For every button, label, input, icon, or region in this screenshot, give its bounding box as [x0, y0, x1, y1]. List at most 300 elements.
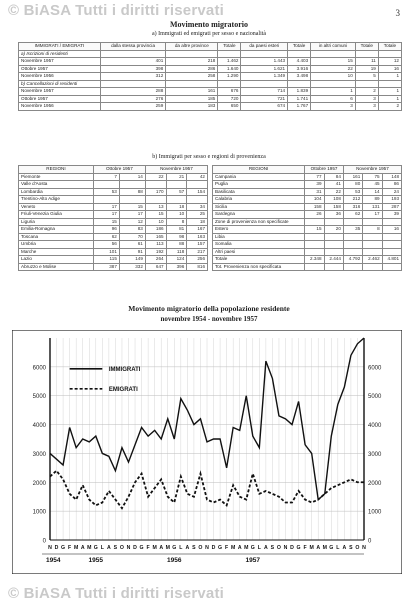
table-cell: 163 — [187, 233, 208, 241]
month-tick: G — [139, 545, 144, 551]
year-label: 1957 — [245, 557, 261, 564]
table-cell — [166, 181, 187, 189]
table-cell — [288, 80, 311, 88]
region-name: Umbria — [19, 241, 94, 249]
table-row — [19, 181, 208, 189]
table-header-row — [213, 166, 402, 174]
table-cell: 19 — [355, 65, 378, 73]
table-cell: 193 — [382, 196, 401, 204]
month-tick: G — [218, 545, 223, 551]
table-cell: 61 — [119, 241, 145, 249]
table-cell: 256 — [187, 256, 208, 264]
watermark-bottom: © BiASA Tutti i diritti riservati — [8, 585, 225, 602]
table-header-cell: Ottobre 1957 — [93, 166, 145, 174]
table-cell: 149 — [119, 256, 145, 264]
table-cell: 165 — [145, 233, 166, 241]
table-cell: 15 — [305, 226, 324, 234]
table-cell — [166, 50, 218, 58]
table-row — [213, 181, 402, 189]
table-cell: 36 — [324, 211, 343, 219]
month-tick: L — [179, 545, 183, 551]
section2-subtitle: b) Immigrati per sesso e regioni di provenienza — [152, 154, 266, 160]
table-cell: 14 — [363, 188, 382, 196]
table-cell: 8 — [363, 226, 382, 234]
month-tick: G — [172, 545, 177, 551]
table-row — [19, 88, 402, 96]
migration-chart — [12, 330, 402, 574]
table-cell: 17 — [363, 211, 382, 219]
month-tick: O — [119, 545, 124, 551]
table-cell: 647 — [145, 263, 166, 271]
table-header-cell: Novembre 1957 — [343, 166, 401, 174]
legend-label: EMIGRATI — [108, 386, 138, 393]
table-cell: 25 — [187, 211, 208, 219]
table-cell: 2 — [378, 103, 401, 111]
table-row — [19, 211, 208, 219]
month-tick: A — [185, 545, 190, 551]
table-cell — [382, 218, 401, 226]
month-tick: M — [87, 545, 92, 551]
table-cell: 2.462 — [363, 256, 382, 264]
table-cell: 108 — [324, 196, 343, 204]
table-cell: 39 — [382, 211, 401, 219]
month-tick: M — [74, 545, 79, 551]
table-cell: 14 — [119, 173, 145, 181]
table-cell: 816 — [187, 263, 208, 271]
y-tick-right: 2000 — [368, 480, 382, 487]
table-row — [19, 196, 208, 204]
table-cell: 4.403 — [288, 58, 311, 66]
table-cell — [378, 80, 401, 88]
table-cell: 10 — [166, 211, 187, 219]
table-cell: 167 — [187, 226, 208, 234]
table-cell: 1 — [378, 88, 401, 96]
y-tick-left: 4000 — [32, 423, 46, 430]
table-cell: 42 — [187, 173, 208, 181]
month-tick: M — [231, 545, 236, 551]
month-tick: G — [296, 545, 301, 551]
table-cell — [305, 218, 324, 226]
y-tick-left: 3000 — [32, 451, 46, 458]
table-row — [19, 73, 402, 81]
table-cell: 3 — [355, 95, 378, 103]
table-cell: 98 — [166, 233, 187, 241]
table-row — [213, 256, 402, 264]
table-row — [19, 226, 208, 234]
table-cell — [93, 181, 119, 189]
table-cell: 21 — [166, 173, 187, 181]
row-label: a) Iscrizioni di residenti — [19, 50, 101, 58]
table-cell: 1 — [378, 73, 401, 81]
table-cell: 185 — [166, 95, 218, 103]
table-cell: 714 — [241, 88, 288, 96]
month-tick: G — [93, 545, 98, 551]
table-cell: 75 — [363, 173, 382, 181]
month-tick: L — [336, 545, 340, 551]
table-row — [19, 65, 402, 73]
table-header-row — [19, 43, 402, 51]
watermark-top: © BiASA Tutti i diritti riservati — [8, 2, 225, 19]
row-label: Novembre 1956 — [19, 73, 101, 81]
table-cell — [343, 248, 362, 256]
month-tick: A — [159, 545, 164, 551]
region-name: Marche — [19, 248, 94, 256]
table-cell — [355, 50, 378, 58]
table-cell — [382, 263, 401, 271]
region-name: Friuli-Venezia Giulia — [19, 211, 94, 219]
table-cell: 6 — [311, 95, 356, 103]
table-cell: 17 — [93, 211, 119, 219]
table-cell: 10 — [145, 218, 166, 226]
month-tick: S — [192, 545, 196, 551]
row-label: Novembre 1956 — [19, 103, 101, 111]
table-cell: 22 — [311, 65, 356, 73]
y-tick-right: 5000 — [368, 394, 382, 401]
month-tick: G — [329, 545, 334, 551]
table-cell — [324, 218, 343, 226]
row-label: Novembre 1957 — [19, 58, 101, 66]
table-cell: 15 — [93, 218, 119, 226]
table-header-cell: REGIONI — [19, 166, 94, 174]
table-cell — [305, 233, 324, 241]
table-cell: 12 — [378, 58, 401, 66]
table-row — [19, 173, 208, 181]
y-tick-right: 3000 — [368, 451, 382, 458]
table-header-cell: dalla stessa provincia — [100, 43, 165, 51]
region-name: Totale — [213, 256, 305, 264]
table-cell: 15 — [145, 211, 166, 219]
region-name: Veneto — [19, 203, 94, 211]
month-tick: S — [349, 545, 353, 551]
chart-subtitle: novembre 1954 - novembre 1957 — [160, 315, 258, 323]
month-tick: M — [152, 545, 157, 551]
table-cell: 96 — [93, 226, 119, 234]
region-name: Liguria — [19, 218, 94, 226]
table-cell — [343, 218, 362, 226]
month-tick: A — [316, 545, 321, 551]
regions-table-right — [212, 165, 402, 271]
table-cell: 34 — [187, 203, 208, 211]
table-cell: 1.839 — [288, 88, 311, 96]
table-cell: 81 — [166, 226, 187, 234]
table-cell: 18 — [187, 218, 208, 226]
year-label: 1955 — [88, 557, 104, 564]
table-cell: 16 — [382, 226, 401, 234]
table-cell: 10 — [311, 73, 356, 81]
table-cell: 259 — [100, 103, 165, 111]
month-tick: N — [48, 545, 52, 551]
table-cell: 721 — [241, 95, 288, 103]
table-row — [213, 248, 402, 256]
table-cell: 1 — [378, 95, 401, 103]
table-row — [19, 233, 208, 241]
table-cell — [382, 233, 401, 241]
table-cell: 1.349 — [241, 73, 288, 81]
table-row — [19, 95, 402, 103]
table-cell — [311, 50, 356, 58]
y-tick-left: 5000 — [32, 394, 46, 401]
table-row — [213, 203, 402, 211]
table-cell: 77 — [305, 173, 324, 181]
table-cell: 15 — [119, 203, 145, 211]
month-tick: A — [80, 545, 85, 551]
region-name: Sardegna — [213, 211, 305, 219]
table-cell: 183 — [166, 103, 218, 111]
table-cell: 53 — [343, 188, 362, 196]
table-row — [19, 256, 208, 264]
table-row — [213, 211, 402, 219]
region-name: Lombardia — [19, 188, 94, 196]
table-cell — [363, 233, 382, 241]
table-cell — [145, 181, 166, 189]
table-cell: 287 — [382, 203, 401, 211]
table-cell: 217 — [187, 248, 208, 256]
table-cell: 22 — [145, 173, 166, 181]
region-name: Somalia — [213, 241, 305, 249]
table-cell: 15 — [311, 58, 356, 66]
table-header-cell: in altri comuni — [311, 43, 356, 51]
table-cell: 26 — [305, 211, 324, 219]
table-cell: 101 — [93, 248, 119, 256]
table-cell: 158 — [305, 203, 324, 211]
region-name: Puglia — [213, 181, 305, 189]
table-header-cell: Totale — [218, 43, 241, 51]
table-cell — [363, 248, 382, 256]
table-row — [19, 218, 208, 226]
month-tick: A — [237, 545, 242, 551]
table-row — [213, 226, 402, 234]
table-cell: 84 — [324, 173, 343, 181]
table-row — [213, 241, 402, 249]
table-cell — [119, 196, 145, 204]
table-cell: 35 — [343, 226, 362, 234]
table-cell: 387 — [93, 263, 119, 271]
row-label: b) Cancellazioni di residenti — [19, 80, 101, 88]
table-cell: 115 — [93, 256, 119, 264]
table-cell — [382, 248, 401, 256]
region-name: Campania — [213, 173, 305, 181]
table-cell — [100, 50, 165, 58]
table-cell: 13 — [145, 203, 166, 211]
table-row — [19, 241, 208, 249]
table-cell: 218 — [166, 58, 218, 66]
row-label: Ottobre 1957 — [19, 95, 101, 103]
table-cell: 4.792 — [343, 256, 362, 264]
table-cell — [145, 196, 166, 204]
y-tick-right: 1000 — [368, 509, 382, 516]
table-header-cell: Ottobre 1957 — [305, 166, 344, 174]
table-header-cell: Totale — [288, 43, 311, 51]
table-cell: 31 — [305, 188, 324, 196]
table-cell — [187, 181, 208, 189]
table-cell: 2.444 — [324, 256, 343, 264]
table-cell: 286 — [166, 65, 218, 73]
month-tick: M — [244, 545, 249, 551]
region-name: Sicilia — [213, 203, 305, 211]
region-name: Tot. Provenienza non specificata — [213, 263, 305, 271]
table-cell — [363, 241, 382, 249]
table-header-cell: da altre province — [166, 43, 218, 51]
table-cell: 1.621 — [241, 65, 288, 73]
table-header-cell: Totale — [355, 43, 378, 51]
table-cell: 20 — [324, 226, 343, 234]
table-cell — [324, 263, 343, 271]
table-cell: 720 — [218, 95, 241, 103]
table-cell — [363, 263, 382, 271]
table-cell: 1.640 — [218, 65, 241, 73]
table-row — [19, 203, 208, 211]
table-cell: 83 — [119, 226, 145, 234]
table-cell: 131 — [363, 203, 382, 211]
table-cell: 276 — [100, 95, 165, 103]
table-cell — [343, 263, 362, 271]
table-cell — [378, 50, 401, 58]
table-cell: 3 — [355, 103, 378, 111]
table-row — [213, 173, 402, 181]
table-cell: 3.916 — [288, 65, 311, 73]
table-cell: 17 — [93, 203, 119, 211]
y-tick-right: 4000 — [368, 423, 382, 430]
region-name: Zone di provenienza non specificate — [213, 218, 305, 226]
table-cell: 2 — [355, 88, 378, 96]
region-name: Calabria — [213, 196, 305, 204]
table-cell: 7 — [93, 173, 119, 181]
month-tick: F — [303, 545, 307, 551]
table-cell: 5 — [355, 73, 378, 81]
table-cell — [324, 241, 343, 249]
y-tick-left: 1000 — [32, 509, 46, 516]
table-cell: 4.801 — [382, 256, 401, 264]
table-cell: 62 — [343, 211, 362, 219]
table-cell — [305, 241, 324, 249]
region-name: Abruzzo e Molise — [19, 263, 94, 271]
month-tick: F — [146, 545, 150, 551]
month-tick: A — [264, 545, 268, 551]
table-row — [19, 188, 208, 196]
table-cell: 186 — [145, 226, 166, 234]
month-tick: F — [68, 545, 72, 551]
month-tick: N — [126, 545, 131, 551]
year-label: 1956 — [167, 557, 182, 564]
table-cell: 118 — [166, 248, 187, 256]
table-cell: 2.348 — [305, 256, 324, 264]
table-row — [213, 218, 402, 226]
table-cell — [166, 196, 187, 204]
month-tick: N — [205, 545, 209, 551]
row-label: Ottobre 1957 — [19, 65, 101, 73]
table-cell: 316 — [343, 203, 362, 211]
table-cell — [100, 80, 165, 88]
table-header-cell: da paesi esteri — [241, 43, 288, 51]
table-header-cell: IMMIGRATI / EMIGRATI — [19, 43, 101, 51]
table-cell: 288 — [100, 88, 165, 96]
table-cell: 157 — [187, 241, 208, 249]
table-cell — [187, 196, 208, 204]
table-header-row — [19, 166, 208, 174]
table-cell: 17 — [119, 211, 145, 219]
table-cell: 312 — [100, 73, 165, 81]
table-cell — [218, 80, 241, 88]
table-cell — [363, 218, 382, 226]
region-name: Piemonte — [19, 173, 94, 181]
table-row — [213, 188, 402, 196]
table-cell: 124 — [166, 256, 187, 264]
y-tick-left: 6000 — [32, 365, 46, 372]
month-tick: N — [362, 545, 366, 551]
month-tick: L — [257, 545, 261, 551]
table-cell: 401 — [100, 58, 165, 66]
table-cell: 154 — [187, 188, 208, 196]
table-cell: 1.462 — [218, 58, 241, 66]
table-cell: 398 — [100, 65, 165, 73]
y-tick-right: 0 — [368, 538, 372, 545]
month-tick: M — [165, 545, 170, 551]
month-tick: G — [61, 545, 66, 551]
table-cell: 3.498 — [288, 73, 311, 81]
table-cell: 39 — [305, 181, 324, 189]
migration-table — [18, 42, 402, 111]
table-cell: 89 — [363, 196, 382, 204]
table-cell: 332 — [119, 263, 145, 271]
table-cell — [355, 80, 378, 88]
table-cell — [305, 263, 324, 271]
y-tick-right: 6000 — [368, 365, 382, 372]
chart-title: Movimento migratorio della popolazione residente — [128, 304, 290, 313]
table-cell: 258 — [166, 73, 218, 81]
table-cell: 53 — [93, 188, 119, 196]
table-cell: 212 — [343, 196, 362, 204]
table-row — [19, 248, 208, 256]
table-row — [19, 103, 402, 111]
table-cell: 41 — [324, 181, 343, 189]
table-row — [19, 263, 208, 271]
region-name: Estero — [213, 226, 305, 234]
region-name: Libia — [213, 233, 305, 241]
table-cell: 11 — [355, 58, 378, 66]
table-cell: 1.741 — [288, 95, 311, 103]
region-name: Emilia-Romagna — [19, 226, 94, 234]
table-row — [19, 58, 402, 66]
month-tick: N — [283, 545, 288, 551]
region-name: Basilicata — [213, 188, 305, 196]
table-cell: 62 — [93, 233, 119, 241]
page-number: 3 — [395, 8, 400, 18]
month-tick: G — [250, 545, 255, 551]
region-name: Altri paesi — [213, 248, 305, 256]
table-cell: 86 — [382, 181, 401, 189]
table-row — [19, 80, 402, 88]
month-tick: A — [107, 545, 111, 551]
table-cell — [305, 248, 324, 256]
section1-title: Movimento migratorio — [170, 20, 248, 29]
month-tick: A — [342, 545, 347, 551]
table-cell: 1.443 — [241, 58, 288, 66]
table-header-cell: Totale — [378, 43, 401, 51]
table-cell: 1.290 — [218, 73, 241, 81]
table-cell — [324, 248, 343, 256]
table-cell: 8 — [166, 218, 187, 226]
table-cell: 161 — [343, 173, 362, 181]
month-tick: F — [225, 545, 229, 551]
table-cell: 264 — [145, 256, 166, 264]
region-name: Trentino-Alto Adige — [19, 196, 94, 204]
table-cell: 676 — [218, 88, 241, 96]
legend-label: IMMIGRATI — [108, 366, 141, 373]
table-cell — [119, 181, 145, 189]
table-cell — [343, 241, 362, 249]
table-cell: 12 — [119, 218, 145, 226]
table-cell: 674 — [241, 103, 288, 111]
